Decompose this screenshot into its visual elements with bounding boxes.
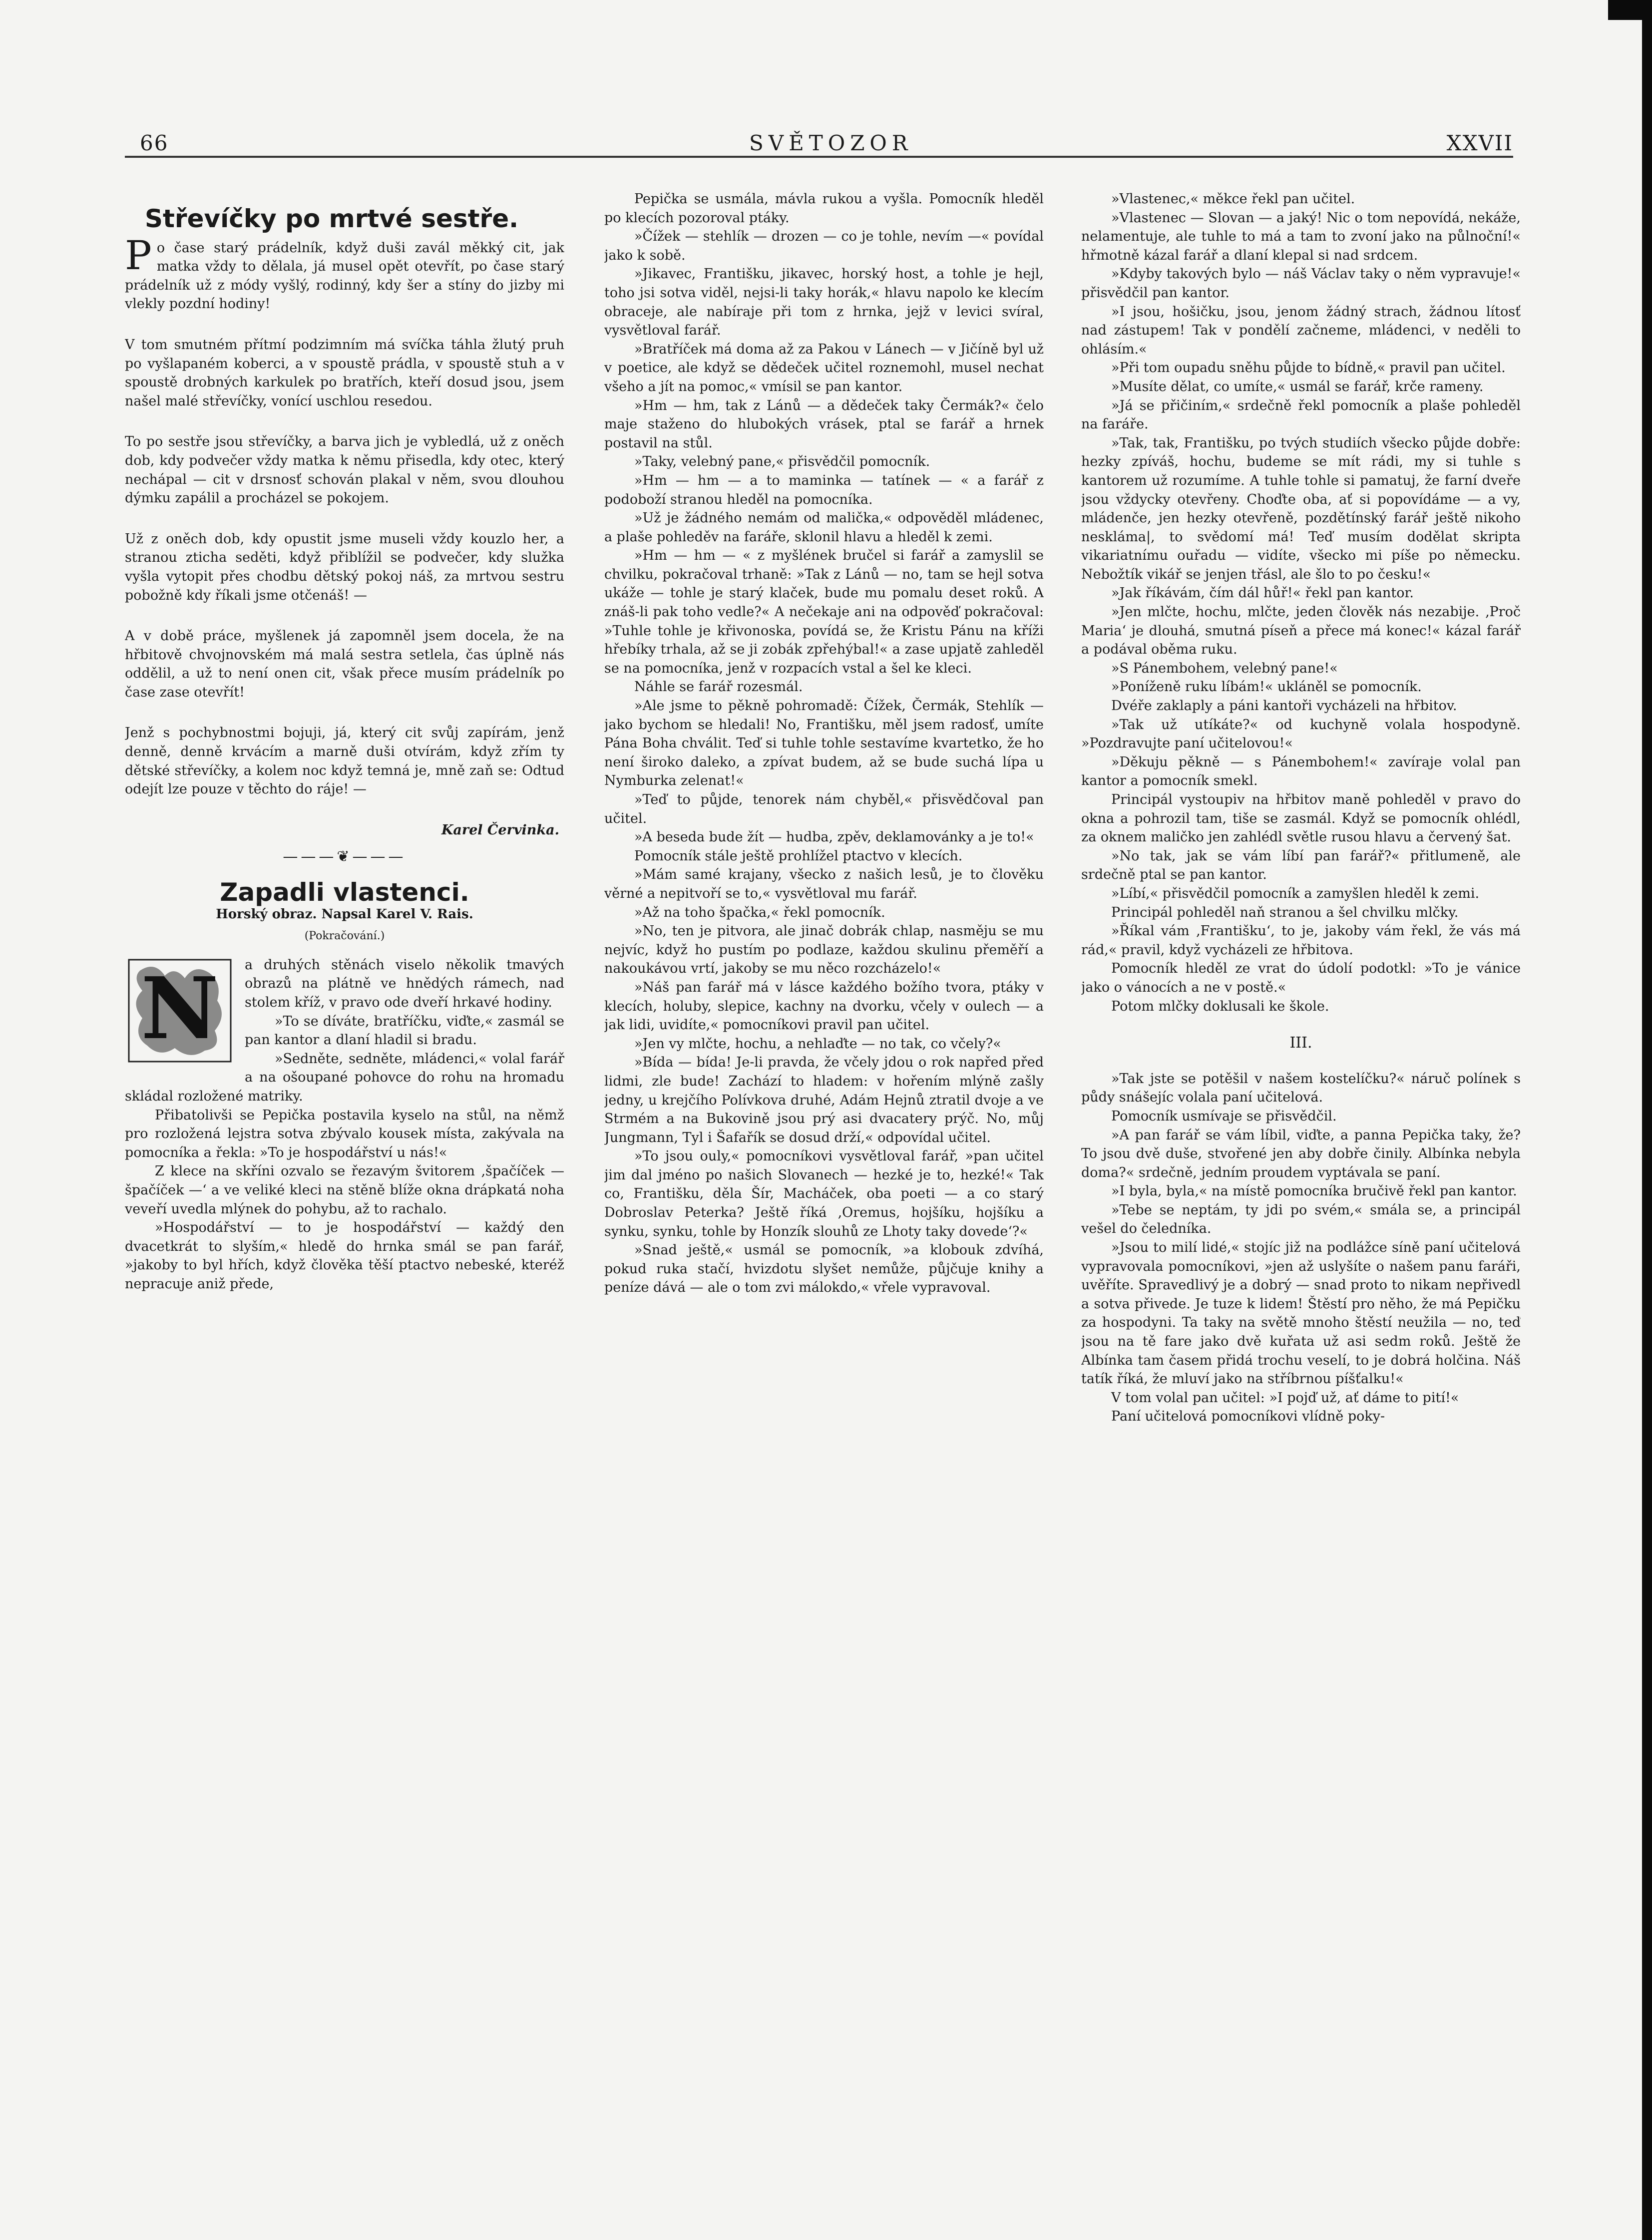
story-paragraph: »Tak už utíkáte?« od kuchyně volala hospodyně. »Pozdravujte paní učitelovou!«	[1081, 717, 1521, 751]
story-paragraph: »Vlastenec — Slovan — a jaký! Nic o tom nepovídá, nekáže, nelamentuje, ale tuhle to má a tam to zvoní jako na půlnoční!« hřmotně kázal farář a dlaní klepal si nad srdcem.	[1081, 210, 1521, 263]
story-paragraph: »I byla, byla,« na místě pomocníka bručivě řekl pan kantor.	[1111, 1183, 1517, 1199]
column-3	[1081, 190, 1521, 2117]
column-2	[604, 190, 1044, 2117]
story-paragraph: »Teď to půjde, tenorek nám chyběl,« přisvědčoval pan učitel.	[604, 792, 1044, 826]
poem-stanza: Už z oněch dob, kdy opustit jsme museli vždy kouzlo her, a stranou zticha seděti, když přiblížil se podvečer, kdy služka vyšla vytopit přes chodbu dětský pokoj náš, za mrtvou sestru pobožně kdy říkali jsme otčenáš! —	[125, 531, 564, 603]
story-paragraph: V tom volal pan učitel: »I pojď už, ať dáme to pití!«	[1111, 1390, 1459, 1406]
story-paragraph: Z klece na skříni ozvalo se řezavým švitorem ‚špačíček — špačíček —‘ a ve veliké kleci na stěně blíže okna drápkatá noha veveří uvedla mlýnek do pohybu, až to rachalo.	[125, 1163, 564, 1217]
story-paragraph: »Líbí,« přisvědčil pomocník a zamyšlen hleděl k zemi.	[1111, 885, 1480, 901]
story-paragraph: »No tak, jak se vám líbí pan farář?« přitlumeně, ale srdečně ptal se pan kantor.	[1081, 848, 1521, 883]
story-paragraph: »Hm — hm — « z myšlének bručel si farář a zamyslil se chvilku, pokračoval trhaně: »Tak z Lánů — no, tam se hejl sotva ukáže — tohle je starý klaček, bude mu pomalu deset roků. A znáš-li pak toho vedle?« A nečekaje ani na odpověď pokračoval: »Tuhle tohle je křivonoska, povídá se, že Kristu Pánu na kříži hřebíky trhala, až se ji zobák zpřehýbal!« a zase upjatě zahleděl se na pomocníka, jenž v rozpacích vstal a šel ke kleci.	[604, 548, 1044, 676]
story-paragraph: »Děkuju pěkně — s Pánembohem!« zavíraje volal pan kantor a pomocník smekl.	[1081, 754, 1521, 789]
story-paragraph: »Bratříček má doma až za Pakou v Lánech — v Jičíně byl už v poetice, ale když se dědeček učitel roznemohl, musel nechat všeho a jít na pomoc,« vmísil se pan kantor.	[604, 341, 1044, 394]
page-header	[125, 131, 1513, 156]
story-paragraph: Pomocník usmívaje se přisvědčil.	[1111, 1108, 1337, 1124]
story-paragraph: Principál vystoupiv na hřbitov maně pohleděl v pravo do okna a pohrozil tam, tiše se zasmál. Když se pomocník ohlédl, za oknem maličko jen zahlédl světle rusou hlavu a červený šat.	[1081, 792, 1521, 845]
story-paragraph: »Sedněte, sedněte, mládenci,« volal farář a na ošoupané pohovce do rohu na hromadu skládal rozložené matriky.	[125, 1051, 564, 1104]
story-paragraph: »Hospodářství — to je hospodářství — každý den dvacetkrát to slyším,« hledě do hrnka smál se pan farář, »jakoby to byl hřích, když člověka těší ptactvo nebeské, kteréž nepracuje aniž přede,	[125, 1220, 564, 1292]
story-paragraph: Paní učitelová pomocníkovi vlídně poky-	[1111, 1409, 1385, 1425]
story-paragraph: »No, ten je pitvora, ale jinač dobrák chlap, nasměju se mu nejvíc, když ho pustím po podlaze, každou skulinu přeměří a nakoukávou vrtí, jakoby se mu něco rozcházelo!«	[604, 923, 1044, 977]
story-paragraph: »Jsou to milí lidé,« stojíc již na podlážce síně paní učitelová vypravovala pomocníkovi, »jen až uslyšíte o našem panu faráři, uvěříte. Spravedlivý je a dobrý — snad proto to nikam nepřivedl a sotva přivede. Je tuze k lidem! Štěstí pro něho, že má Pepičku za hospodyni. Ta taky na světě mnoho štěstí neužila — no, teď jsou na tě fare jako dvě kuřata už asi sedm roků. Ještě že Albínka tam časem přidá trochu veselí, to je dobrá holčina. Náš tatík říká, že mluví jako na stříbrnou píšťalku!«	[1081, 1240, 1521, 1387]
story-paragraph: a druhých stěnách viselo několik tmavých obrazů na plátně ve hnědých rámech, nad stolem kříž, v pravo ode dveří hrkavé hodiny.	[245, 957, 564, 1010]
story-continued: (Pokračování.)	[304, 930, 385, 943]
story-paragraph: »Jak říkávám, čím dál hůř!« řekl pan kantor.	[1111, 585, 1414, 601]
poem-title: Střevíčky po mrtvé sestře.	[145, 204, 519, 233]
ornament-divider: ———❦———	[283, 848, 407, 866]
story-paragraph: »Já se přičiním,« srdečně řekl pomocník a plaše pohleděl na faráře.	[1081, 397, 1521, 432]
page-number: 66	[140, 131, 169, 155]
story-paragraph: »Vlastenec,« měkce řekl pan učitel.	[1111, 191, 1355, 207]
scan-edge	[1642, 0, 1652, 2240]
story-paragraph: Principál pohleděl naň stranou a šel chvilku mlčky.	[1111, 904, 1459, 920]
poem-stanza: To po sestře jsou střevíčky, a barva jich je vybledlá, už z oněch dob, kdy podvečer vždy matka k němu přisedla, kdy otec, který nechápal — cit v drsnosť schován plakal v něm, svou dlouhou dýmku zapálil a procházel se pokojem.	[125, 434, 564, 506]
decorative-initial-n-icon	[125, 956, 235, 1066]
story-paragraph: »Tak, tak, Františku, po tvých studiích všecko půjde dobře: hezky zpíváš, hochu, budeme se mít rádi, my si tuhle s kantorem už rozumíme. A tuhle tohle si pamatuj, že farní dveře jsou vždycky otevřeny. Choďte oba, ať si popovídáme — a vy, mládenče, jen hezky otevřeně, pozdětínský farář ještě nikoho neskláma|, to svědomí má! Teď musím dodělat skripta vikariatnímu ouřadu — vidíte, všecko mi píše po německu. Nebožtík vikář se jenjen třásl, ale šlo to po česku!«	[1081, 435, 1521, 582]
story-paragraph: »Až na toho špačka,« řekl pomocník.	[634, 904, 885, 920]
story-paragraph: »Hm — hm — a to maminka — tatínek — « a farář z podoboží stranou hleděl na pomocníka.	[604, 472, 1044, 507]
story-paragraph: »Musíte dělat, co umíte,« usmál se farář, krče rameny.	[1111, 378, 1484, 394]
story-subtitle: Horský obraz. Napsal Karel V. Rais.	[216, 906, 473, 922]
story-paragraph: »Jikavec, Františku, jikavec, horský host, a tohle je hejl, toho jsi sotva viděl, nejsi-li taky horák,« hlavu napolo ke klecím obraceje, ale nabíraje při tom z hrnka, jejž v levici svíral, vysvětloval farář.	[604, 266, 1044, 339]
story-paragraph: »Bída — bída! Je-li pravda, že včely jdou o rok napřed před lidmi, zle bude! Zachází to hladem: v hořením mlýně zašly jedny, u krejčího Polívkova druhé, Adám Hejnů ztratil dvoje a ve Strmém a na Bukovině jsou prý asi dvacatery prýč. No, můj Jungmann, Tyl i Šafařík se dosud drží,« odpovídal učitel.	[604, 1055, 1044, 1145]
poem-stanza: V tom smutném přítmí podzimním má svíčka táhla žlutý pruh po vyšlapaném koberci, a v spoustě prádla, v spoustě stuh a v spoustě drobných karkulek po bratřích, kteří dosud jsou, jsem našel malé střevíčky, vonící uschlou resedou.	[125, 337, 564, 409]
story-paragraph: Pomocník stále ještě prohlížel ptactvo v klecích.	[634, 848, 963, 864]
story-paragraph: »Tebe se neptám, ty jdi po svém,« smála se, a principál vešel do čeledníka.	[1081, 1202, 1521, 1237]
story-paragraph: »To se díváte, bratříčku, viďte,« zasmál se pan kantor a dlaní hladil si bradu.	[245, 1013, 564, 1048]
story-paragraph: Pomocník hleděl ze vrat do údolí podotkl: »To je vánice jako o vánocích a ne v postě.«	[1081, 961, 1521, 995]
header-rule	[125, 156, 1513, 158]
story-paragraph: »Čížek — stehlík — drozen — co je tohle, nevím —« povídal jako k sobě.	[604, 229, 1044, 263]
poem-first-letter: P	[125, 232, 152, 279]
poem-stanza: A v době práce, myšlenek já zapomněl jsem docela, že na hřbitově chvojnovském má malá sestra setlela, čas úplně nás oddělil, a už to není onen cit, však přece musím prádelník po čase zase otevřít!	[125, 628, 564, 700]
story-paragraph: »Jen vy mlčte, hochu, a nehlaďte — no tak, co včely?«	[634, 1036, 1001, 1052]
svg-text:N: N	[141, 958, 219, 1059]
poem-author: Karel Červinka.	[441, 822, 559, 838]
section-number: III.	[1289, 1034, 1312, 1052]
poem-body	[125, 232, 564, 799]
volume-number: XXVII	[1446, 131, 1513, 155]
story-paragraph: »S Pánembohem, velebný pane!«	[1111, 660, 1338, 676]
column-1	[125, 190, 564, 2142]
story-paragraph: »Při tom oupadu sněhu půjde to bídně,« pravil pan učitel.	[1111, 360, 1506, 376]
story-paragraph: Dvéře zaklaply a páni kantoři vycházeli na hřbitov.	[1111, 698, 1457, 714]
story-paragraph: »Hm — hm, tak z Lánů — a dědeček taky Čermák?« čelo maje staženo do hlubokých vrásek, ptal se farář a hrnek postavil na stůl.	[604, 397, 1044, 451]
story-paragraph: »Jen mlčte, hochu, mlčte, jeden člověk nás nezabije. ‚Proč Maria‘ je dlouhá, smutná píseň a přece má konec!« kázal farář a podával oběma ruku.	[1081, 604, 1521, 658]
story-paragraph: Potom mlčky doklusali ke škole.	[1111, 998, 1329, 1014]
story-paragraph: Pepička se usmála, mávla rukou a vyšla. Pomocník hleděl po klecích pozoroval ptáky.	[604, 191, 1044, 226]
poem-stanza: Jenž s pochybnostmi bojuji, já, který cit svůj zapírám, jenž denně, denně krvácím a marně duši otvírám, když zřím ty dětské střevíčky, a kolem noc když temná je, mně zaň se: Odtud odejít lze pouze v těchto do ráje! —	[125, 725, 564, 797]
story-text-col1	[125, 956, 564, 1294]
story-paragraph: »I jsou, hošičku, jsou, jenom žádný strach, žádnou lítosť nad zástupem! Tak v pondělí začneme, mládenci, v neděli to ohlásím.«	[1081, 304, 1521, 357]
story-paragraph: »A pan farář se vám líbil, viďte, a panna Pepička taky, že? To jsou dvě duše, stvořené jen aby dobře činily. Albínka nebyla doma?« srdečně, jedním proudem vyptávala se paní.	[1081, 1127, 1521, 1180]
story-paragraph: »Ale jsme to pěkně pohromadě: Čížek, Čermák, Stehlík — jako bychom se hledali! No, Františku, měl jsem radosť, umíte Pána Boha chválit. Teď si tuhle tohle sestavíme kvartetko, že ho není široko daleko, a zpívat budem, až se bude suchá lípa u Nymburka zelenat!«	[604, 698, 1044, 789]
story-paragraph: »Náš pan farář má v lásce každého božího tvora, ptáky v klecích, holuby, slepice, kachny na dvorku, včely v oulech — a jak lidi, uvidíte,« pomocníkovi pravil pan učitel.	[604, 979, 1044, 1033]
magazine-title: SVĚTOZOR	[749, 131, 913, 155]
story-paragraph: »A beseda bude žít — hudba, zpěv, deklamovánky a je to!«	[634, 829, 1034, 845]
poem-stanza: Po čase starý prádelník, když duši zavál měkký cit, jak matka vždy to dělala, já musel opět otevřít, po čase starý prádelník už z módy vyšlý, rodinný, kdy šer a stíny do jizby mi vlekly pozdní hodiny!	[125, 232, 564, 312]
story-paragraph: »Mám samé krajany, všecko z našich lesů, je to člověku věrné a nepitvoří se to,« vysvětloval mu farář.	[604, 867, 1044, 901]
story-paragraph: »Tak jste se potěšil v našem kostelíčku?« náruč polínek s půdy snášejíc volala paní učitelová.	[1081, 1071, 1521, 1106]
story-paragraph: Přibatolivši se Pepička postavila kyselo na stůl, na němž pro rozložená lejstra sotva zbývalo kousek místa, zakývala na pomocníka a řekla: »To je hospodářství u nás!«	[125, 1107, 564, 1160]
story-paragraph: Náhle se farář rozesmál.	[634, 679, 803, 695]
story-paragraph: »To jsou ouly,« pomocníkovi vysvětloval farář, »pan učitel jim dal jméno po našich Slovanech — hezké je to, hezké!« Tak co, Františku, děla Šír, Macháček, oba poeti — a co starý Dobroslav Peterka? Ještě říká ‚Oremus, hojšíku, hojšíku a synku, synku, tohle by Honzík slouhů ze Lhoty taky dovede‘?«	[604, 1148, 1044, 1239]
story-title: Zapadli vlastenci.	[220, 878, 469, 907]
story-paragraph: »Kdyby takových bylo — náš Václav taky o něm vypravuje!« přisvědčil pan kantor.	[1081, 266, 1521, 301]
story-paragraph: »Taky, velebný pane,« přisvědčil pomocník.	[634, 454, 930, 470]
story-paragraph: »Už je žádného nemám od malička,« odpověděl mládenec, a plaše pohleděv na faráře, sklonil hlavu a hleděl k zemi.	[604, 510, 1044, 545]
story-paragraph: »Snad ještě,« usmál se pomocník, »a klobouk zdvíhá, pokud ruka stačí, hvizdotu slyšet nemůže, půjčuje knihy a peníze dává — ale o tom zvi málokdo,« vřele vypravoval.	[604, 1242, 1044, 1296]
story-paragraph: »Poníženě ruku líbám!« ukláněl se pomocník.	[1111, 679, 1422, 695]
story-paragraph: »Říkal vám ‚Františku‘, to je, jakoby vám řekl, že vás má rád,« pravil, když vycházeli ze hřbitova.	[1081, 923, 1521, 958]
